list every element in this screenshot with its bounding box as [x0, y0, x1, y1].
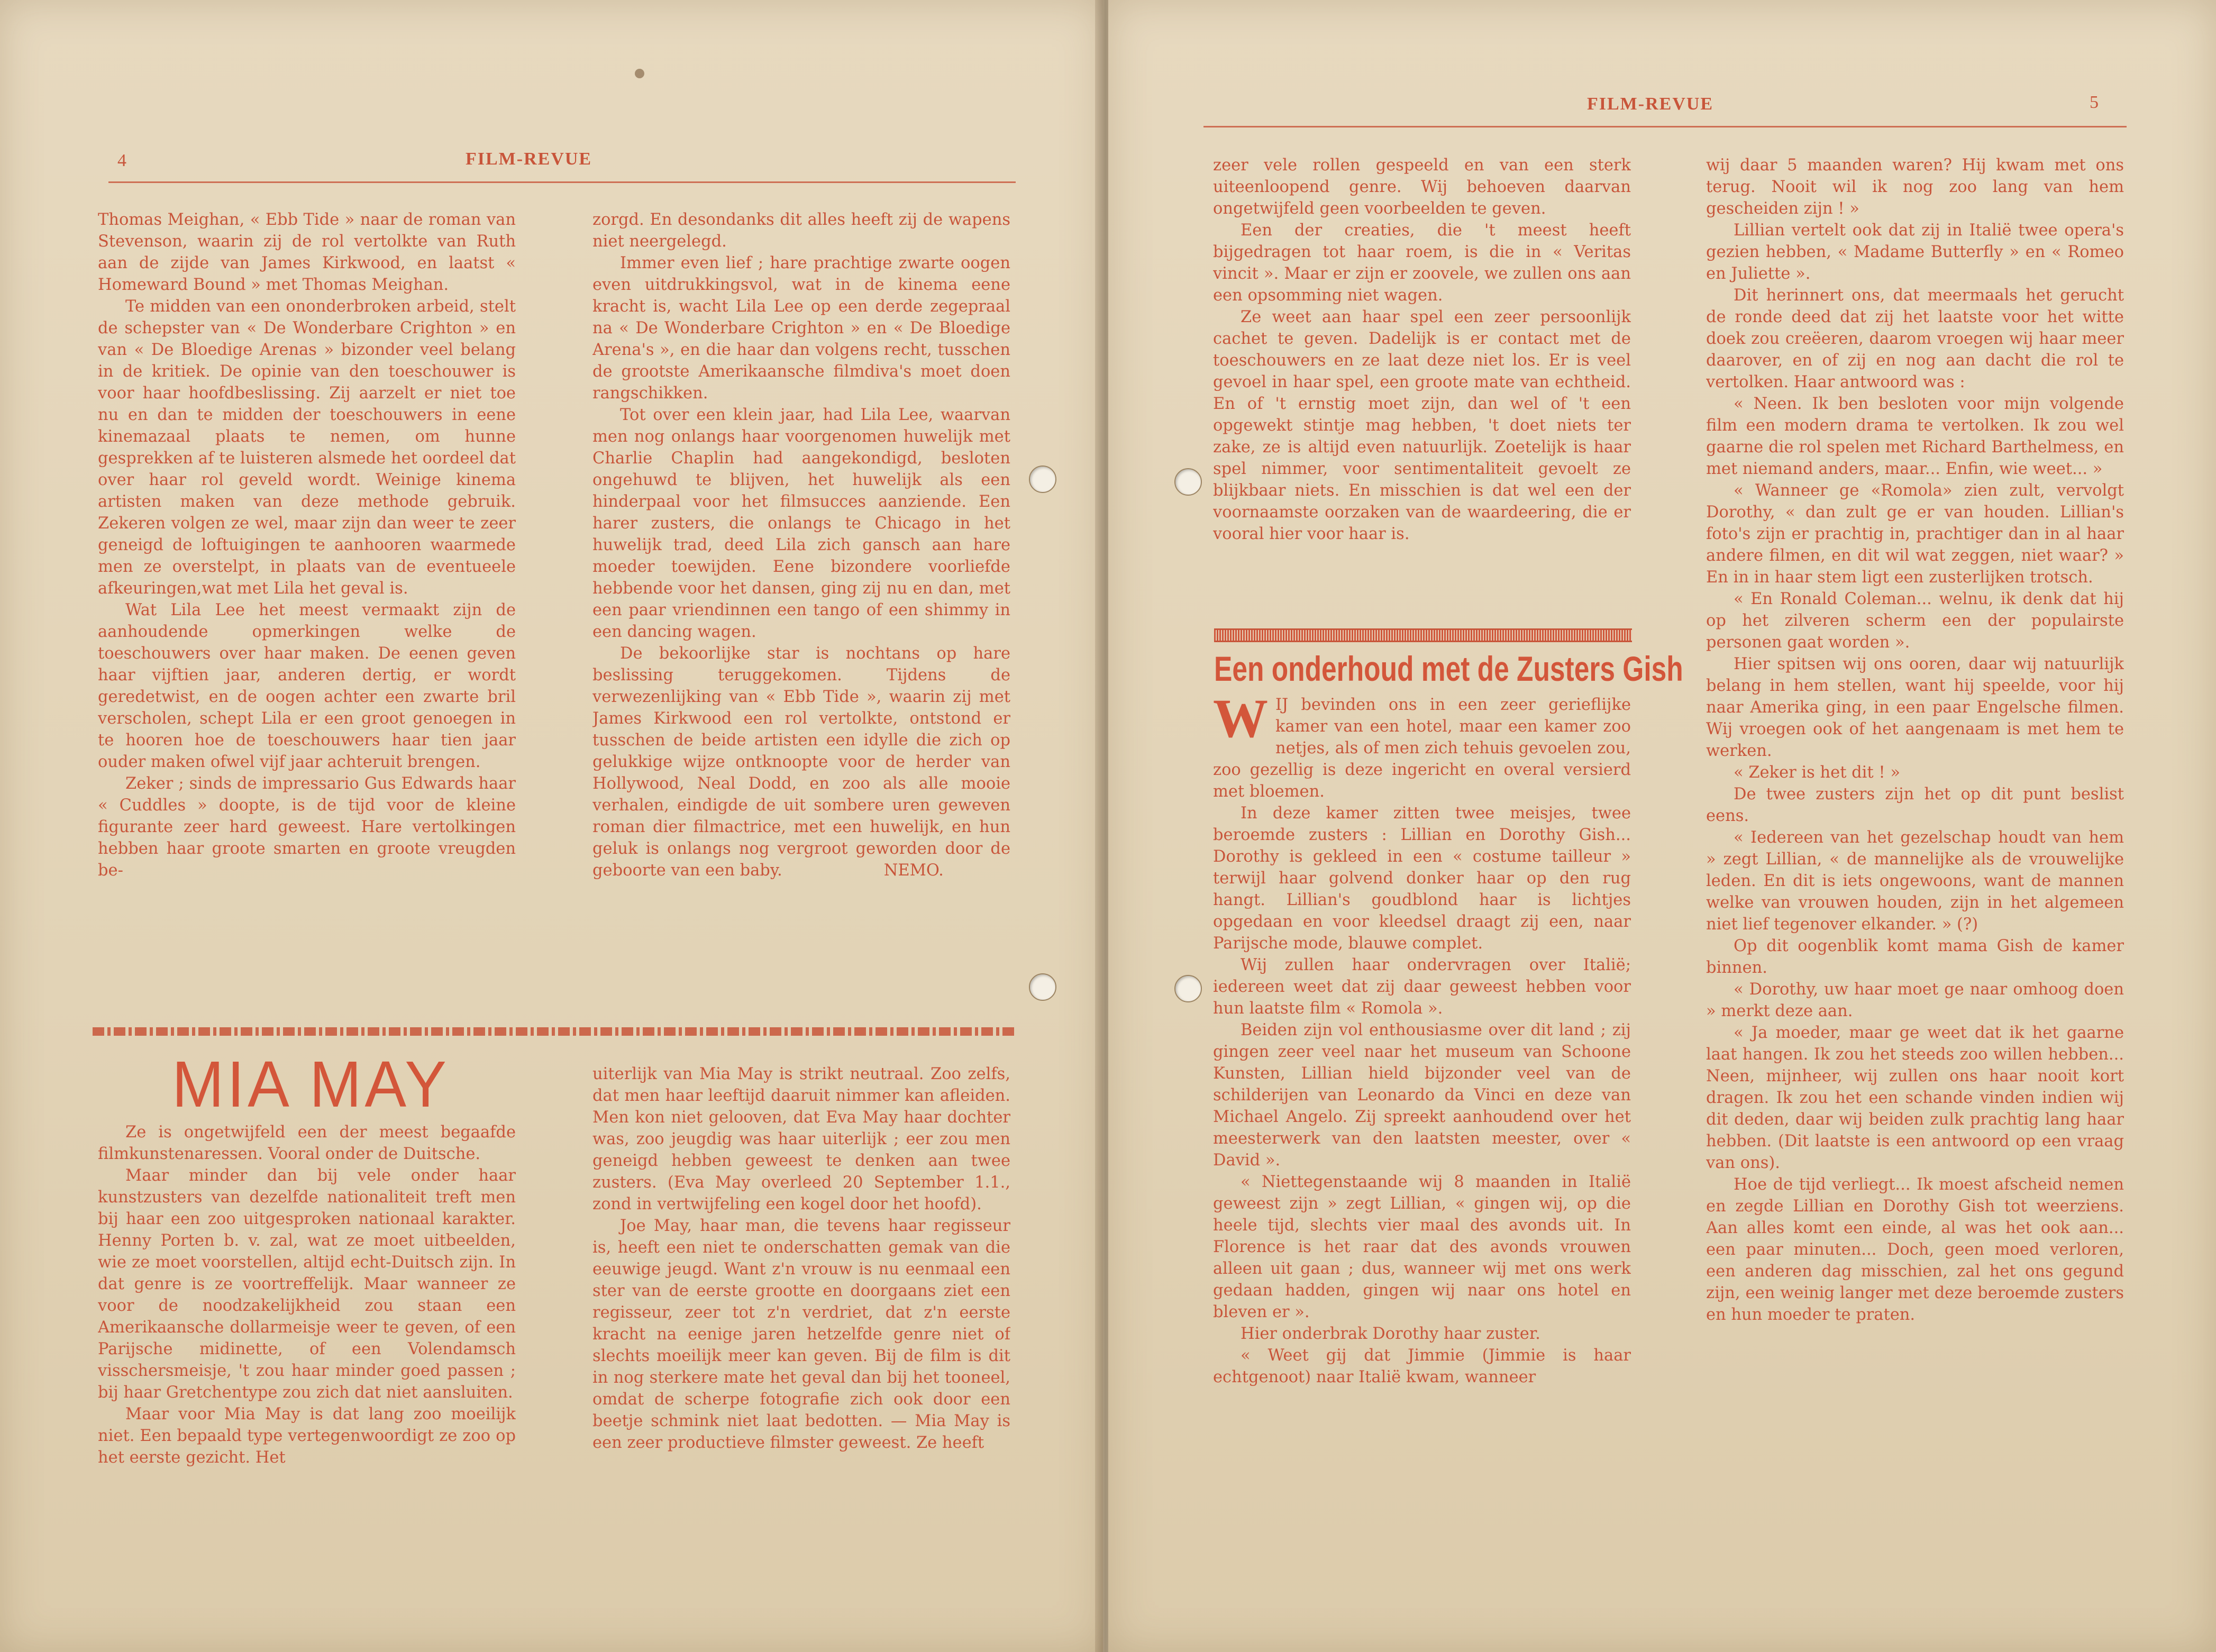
- paragraph: Te midden van een ononderbroken arbeid, stelt de schepster van « De Wonderbare Crighton » en van « De Bloedige Arenas » bizonder veel belang in de kritiek. De opinie van den toeschouwer is voor haar hoofdbeslissing. Zij aarzelt er niet toe nu en dan te midden der toeschouwers in eene kinemazaal plaats te nemen, om hunne gesprekken af te luisteren alsmede het oordeel dat over haar rol geveld wordt. Weinige kinema artisten maken van deze methode gebruik. Zekeren volgen ze wel, maar zijn dan weer te zeer geneigd de loftuigingen te aanhooren waarmede men ze overstelpt, in plaats van de eventueele afkeuringen,wat met Lila het geval is.: [98, 297, 516, 598]
- paragraph: Tot over een klein jaar, had Lila Lee, waarvan men nog onlangs haar voorgenomen huwelijk met Charlie Chaplin had aangekondigd, besloten ongehuwd te blijven, het huwelijk als een hinderpaal voor het filmsucces aanziende. Een harer zusters, die onlangs te Chicago in het huwelijk trad, deed Lila zich gansch aan hare moeder toewijden. Eene bizondere voorliefde hebbende voor het dansen, ging zij nu en dan, met een paar vriendinnen een tango of een shimmy in een dancing wagen.: [592, 406, 1010, 641]
- paragraph: Thomas Meighan, « Ebb Tide » naar de roman van Stevenson, waarin zij de rol vertolkte van Ruth aan de zijde van James Kirkwood, en laatst « Homeward Bound » met Thomas Meighan.: [98, 211, 516, 294]
- binding-hole: [1174, 468, 1202, 496]
- mia-article-column-2: [592, 1063, 1010, 1555]
- gish-interview-title: Een onderhoud met de Zusters Gish: [1214, 649, 1683, 688]
- left-page: [0, 0, 1103, 1652]
- page-number-right: 5: [2090, 93, 2099, 112]
- paragraph: WIJ bevinden ons in een zeer gerieflijke kamer van een hotel, maar een kamer zoo netjes, als of men zich tehuis gevoelen zou, zoo gezellig is deze ingericht en overal versierd met bloemen.: [1213, 694, 1631, 801]
- header-rule-right: [1203, 126, 2127, 127]
- running-head-left: FILM-REVUE: [466, 149, 592, 169]
- paragraph: « Wanneer ge «Romola» zien zult, vervolgt Dorothy, « dan zult ge er van houden. Lillian's foto's zijn er prachtig in, prachtiger dan in al haar andere filmen, en dit wil wat zeggen, niet waar? » En in in haar stem ligt een zusterlijken trotsch.: [1706, 481, 2124, 587]
- paragraph: De bekoorlijke star is nochtans op hare beslissing teruggekomen. Tijdens de verwezenlijking van « Ebb Tide », waarin zij met James Kirkwood een rol vertolkte, ontstond er tusschen de beide artisten een idylle die zich op gelukkige wijze ontknoopte voor de herder van Hollywood, Neal Dodd, en zoo als alle mooie verhalen, eindigde de uit sombere uren geweven roman dier filmactrice, met een huwelijk, en hun geluk is onlangs nog vergroot geworden door de geboorte van een baby. NEMO.: [592, 643, 1010, 881]
- paragraph: In deze kamer zitten twee meisjes, twee beroemde zusters : Lillian en Dorothy Gish... Dorothy is gekleed in een « costume tailleur » terwijl haar golvend donker haar op den rug hangt. Lillian's goudblond haar is lichtjes opgedaan en voor kleedsel draagt zij een, naar Parijsche mode, blauwe complet.: [1213, 804, 1631, 953]
- paragraph: « Weet gij dat Jimmie (Jimmie is haar echtgenoot) naar Italië kwam, wanneer: [1213, 1346, 1631, 1386]
- running-head-right: FILM-REVUE: [1587, 94, 1714, 114]
- binding-hole: [1029, 973, 1056, 1001]
- binding-hole: [1029, 466, 1056, 493]
- paragraph: zeer vele rollen gespeeld en van een sterk uiteenloopend genre. Wij behoeven daarvan ongetwijfeld geen voorbeelden te geven.: [1213, 156, 1631, 218]
- film-article-continuation: [1213, 154, 1631, 620]
- paragraph: Dit herinnert ons, dat meermaals het gerucht de ronde deed dat zij het laatste voor het witte doek zou creëeren, daarom vroegen wij haar meer daarover, en of zij en nog aan dacht die rol te vertolken. Haar antwoord was :: [1706, 286, 2124, 391]
- lila-article-column-1: [98, 209, 516, 1000]
- paragraph: « Ja moeder, maar ge weet dat ik het gaarne laat hangen. Ik zou het steeds zoo willen hebben... Neen, mijnheer, wij zullen ons haar nooit kort dragen. Ik zou het een schande vinden indien wij dit deden, daar wij beiden zulk prachtig lang haar hebben. (Dit laatste is een antwoord op een vraag van ons).: [1706, 1024, 2124, 1172]
- header-rule-left: [108, 181, 1016, 183]
- paragraph: uiterlijk van Mia May is strikt neutraal. Zoo zelfs, dat men haar leeftijd daaruit nimmer kan afleiden. Men kon niet gelooven, dat Eva May haar dochter was, zoo jeugdig was haar uiterlijk ; eer zou men geneigd hebben geweest te denken aan twee zusters. (Eva May overleed 20 September 1.1., zond in vertwijfeling een kogel door het hoofd).: [592, 1065, 1010, 1213]
- paragraph: Joe May, haar man, die tevens haar regisseur is, heeft een niet te onderschatten gemak van die eeuwige jeugd. Want z'n vrouw is nu eenmaal een ster van de eerste grootte en doorgaans ziet een regisseur, zeer tot z'n verdriet, dat z'n eerste kracht na eenige jaren hetzelfde genre niet of slechts moeilijk meer kan geven. Bij de film is dit in nog sterkere mate het geval dan bij het tooneel, omdat de scherpe fotografie zich ook door een beetje schmink niet laat bedotten. — Mia May is een zeer productieve filmster geweest. Ze heeft: [592, 1217, 1010, 1452]
- paragraph: Hoe de tijd verliegt... Ik moest afscheid nemen en zegde Lillian en Dorothy Gish tot weerziens. Aan alles komt een einde, al was het ook aan... een paar minuten... Doch, geen moed verloren, een anderen dag misschien, zal het ons gegund zijn, een weinig langer met deze beroemde zusters en hun moeder te praten.: [1706, 1175, 2124, 1324]
- paragraph: Beiden zijn vol enthousiasme over dit land ; zij gingen zeer veel naar het museum van Schoone Kunsten, Lillian hield bijzonder veel van de schilderijen van Leonardo da Vinci en deze van Michael Angelo. Zij spreekt aanhoudend over het meesterwerk van den laatsten meester, over « David ».: [1213, 1021, 1631, 1170]
- paragraph: wij daar 5 maanden waren? Hij kwam met ons terug. Nooit wil ik nog zoo lang van hem gescheiden zijn ! »: [1706, 156, 2124, 218]
- binding-hole: [1174, 975, 1202, 1002]
- author-signature: NEMO.: [883, 861, 944, 880]
- right-page: [1108, 0, 2216, 1652]
- paragraph: Wij zullen haar ondervragen over Italië; iedereen weet dat zij daar geweest hebben voor hun laatste film « Romola ».: [1213, 956, 1631, 1018]
- paper-speck: [635, 69, 644, 78]
- gish-interview-column-1: [1213, 694, 1631, 1546]
- paragraph: Zeker ; sinds de impressario Gus Edwards haar « Cuddles » doopte, is de tijd voor de kleine figurante zeer hard geweest. Hare vertolkingen hebben haar groote smarten en groote vreugden be-: [98, 774, 516, 880]
- paragraph: De twee zusters zijn het op dit punt beslist eens.: [1706, 785, 2124, 825]
- paragraph: Maar minder dan bij vele onder haar kunstzusters van dezelfde nationaliteit treft men bij haar een zoo uitgesproken nationaal karakter. Henny Porten b. v. zal, wat ze moet uitbeelden, wie ze moet voorstellen, altijd echt-Duitsch zijn. In dat genre is ze voortreffelijk. Maar wanneer ze voor de noodzakelijkheid zou staan een Amerikaansche dollarmeisje weer te geven, of een Parijsche midinette, of een Volendamsch visschersmeisje, 't zou haar minder goed passen ; bij haar Gretchentype zou zich dat niet aansluiten.: [98, 1166, 516, 1402]
- paragraph: zorgd. En desondanks dit alles heeft zij de wapens niet neergelegd.: [592, 211, 1010, 251]
- paragraph: Een der creaties, die 't meest heeft bijgedragen tot haar roem, is die in « Veritas vincit ». Maar er zijn er zoovele, we zullen ons aan een opsomming niet wagen.: [1213, 221, 1631, 305]
- paragraph: Ze is ongetwijfeld een der meest begaafde filmkunstenaressen. Vooral onder de Duitsche.: [98, 1123, 516, 1163]
- paragraph: Hier onderbrak Dorothy haar zuster.: [1241, 1325, 1540, 1343]
- paragraph: « Niettegenstaande wij 8 maanden in Italië geweest zijn » zegt Lillian, « gingen wij, op die heele tijd, slechts vier maal des avonds uit. In Florence is het raar dat des avonds vrouwen alleen uit gaan ; dus, wanneer wij met ons werk gedaan hadden, gingen wij naar ons hotel en bleven er ».: [1213, 1173, 1631, 1321]
- gish-interview-column-2: [1706, 154, 2124, 1551]
- ornamental-divider: [93, 1027, 1016, 1036]
- paragraph: Wat Lila Lee het meest vermaakt zijn de aanhoudende opmerkingen welke de toeschouwers over haar maken. De eenen geven haar vijftien jaar, anderen dertig, er wordt geredetwist, en de oogen achter een zwarte bril verscholen, schept Lila er een groot genoegen in te hooren hoe de toeschouwers haar tien jaar ouder maken ofwel vijf jaar achteruit brengen.: [98, 601, 516, 771]
- paragraph: Maar voor Mia May is dat lang zoo moeilijk niet. Een bepaald type vertegenwoordigt ze zoo op het eerste gezicht. Het: [98, 1405, 516, 1467]
- paragraph: « En Ronald Coleman... welnu, ik denk dat hij op het zilveren scherm een der populairste personen gaat worden ».: [1706, 590, 2124, 652]
- lila-article-column-2: [592, 209, 1010, 1013]
- paragraph: Immer even lief ; hare prachtige zwarte oogen even uitdrukkingsvol, wat in de kinema eene kracht is, wacht Lila Lee op een derde zegepraal na « De Wonderbare Crighton » en « De Bloedige Arena's », en die haar dan volgens recht, tusschen de grootste Amerikaansche filmdiva's moet doen rangschikken.: [592, 254, 1010, 403]
- paragraph: Hier spitsen wij ons ooren, daar wij natuurlijk belang in hem stellen, want hij speelde, voor hij naar Amerika ging, in een paar Engelsche filmen. Wij vroegen ook of het aangenaam is met hem te werken.: [1706, 655, 2124, 760]
- page-number-left: 4: [117, 151, 126, 170]
- mia-article-column-1: [98, 1121, 516, 1550]
- paragraph: Ze weet aan haar spel een zeer persoonlijk cachet te geven. Dadelijk is er contact met de toeschouwers en ze laat deze niet los. Er is veel gevoel in haar spel, een groote mate van echtheid. En of 't ernstig moet zijn, dan wel of 't een opgewekt stintje mag hebben, 't doet niets ter zake, ze is altijd even natuurlijk. Zoetelijk is haar spel nimmer, voor sentimentaliteit gevoelt ze blijkbaar niets. En misschien is dat wel een der voornaamste oorzaken van de waardeering, die er vooral hier voor haar is.: [1213, 308, 1631, 543]
- drop-cap: W: [1213, 694, 1268, 749]
- paragraph: « Zeker is het dit ! »: [1734, 763, 1900, 782]
- paragraph: « Iedereen van het gezelschap houdt van hem » zegt Lillian, « de mannelijke als de vrouwelijke leden. En dit is iets ongewoons, want de mannen welke van vrouwen houden, zijn in het algemeen niet lief tegenover elkander. » (?): [1706, 828, 2124, 934]
- paragraph: « Dorothy, uw haar moet ge naar omhoog doen » merkt deze aan.: [1706, 980, 2124, 1020]
- paragraph: Op dit oogenblik komt mama Gish de kamer binnen.: [1706, 937, 2124, 977]
- paragraph: « Neen. Ik ben besloten voor mijn volgende film een modern drama te vertolken. Ik zou wel gaarne die rol spelen met Richard Barthelmess, en met niemand anders, maar... Enfin, wie weet... »: [1706, 395, 2124, 478]
- paragraph: Lillian vertelt ook dat zij in Italië twee opera's gezien hebben, « Madame Butterfly » en « Romeo en Juliette ».: [1706, 221, 2124, 283]
- section-divider-bar: [1214, 628, 1632, 642]
- mia-may-title: MIA MAY: [172, 1047, 450, 1121]
